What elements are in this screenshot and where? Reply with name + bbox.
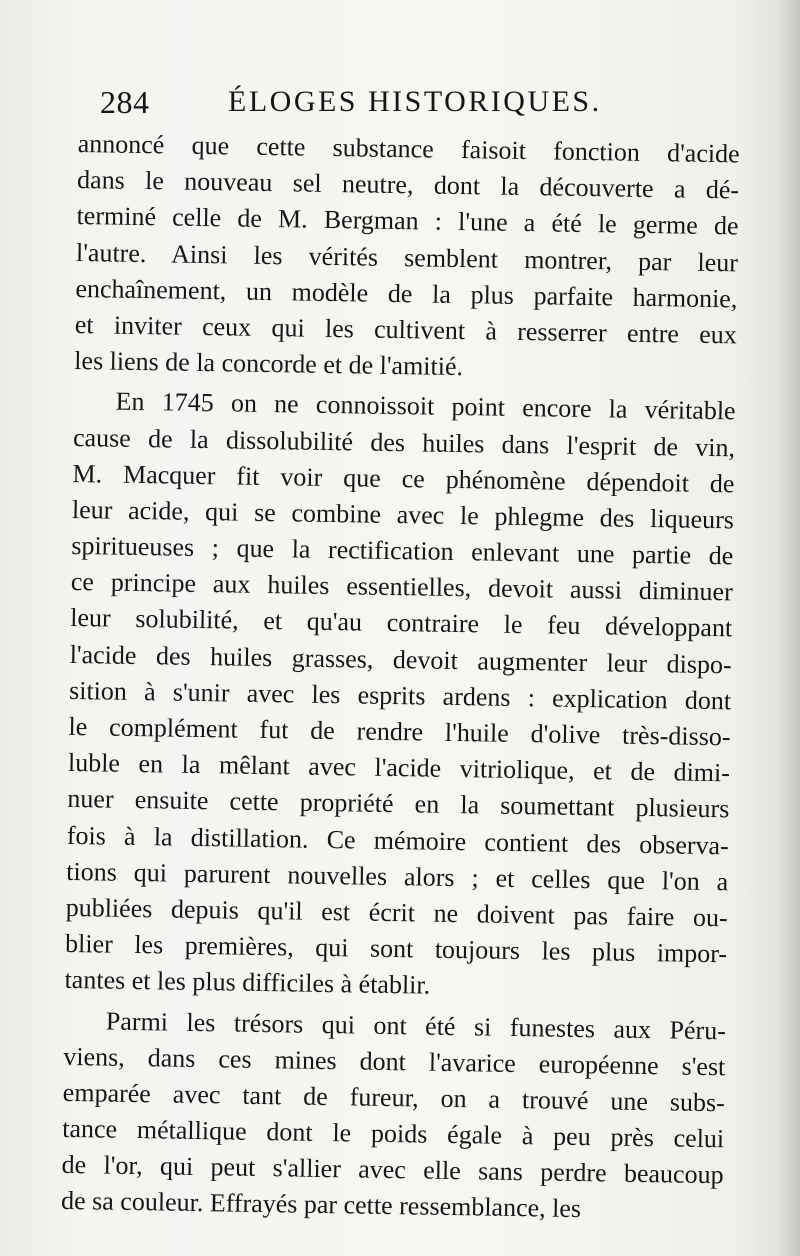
page-header: [100, 80, 740, 124]
text-line: les liens de la concorde et de l'amitié.: [74, 346, 464, 382]
body-text: [61, 126, 740, 1230]
text-line: annoncé que cette substance faisoit fonction d'acide: [77, 128, 740, 169]
text-line: de sa couleur. Effrayés par cette ressemblance, les: [60, 1186, 582, 1224]
text-line: Parmi les trésors qui ont été si funestes aux Péru-: [105, 1006, 727, 1045]
text-line: ce principe aux huiles essentielles, devoit aussi diminuer: [70, 567, 733, 607]
text-line: de l'or, qui peut s'allier avec elle sans perdre beaucoup: [61, 1150, 724, 1190]
text-line: tance métallique dont le poids égale à peu près celui: [62, 1113, 725, 1154]
text-line: l'autre. Ainsi les vérités semblent montrer, par leur: [75, 237, 739, 277]
text-line: nuer ensuite cette propriété en la soumettant plusieurs: [67, 784, 730, 824]
text-line: enchaînement, un modèle de la plus parfaite harmonie,: [75, 273, 738, 314]
page-number: 284: [100, 84, 150, 120]
text-line: viens, dans ces mines dont l'avarice européenne s'est: [63, 1041, 726, 1081]
text-line: sition à s'unir avec les esprits ardens : explication dont: [68, 675, 732, 716]
text-line: leur acide, qui se combine avec le phlegme des liqueurs: [71, 494, 735, 535]
paragraph: [61, 1002, 726, 1229]
text-line: En 1745 on ne connoissoit point encore la véritable: [115, 386, 736, 426]
text-line: cause de la dissolubilité des huiles dans l'esprit de vin,: [72, 422, 736, 462]
text-line: tantes et les plus difficiles à établir.: [64, 965, 431, 1000]
text-line: dans le nouveau sel neutre, dont la découverte a dé-: [76, 165, 740, 205]
text-line: publiées depuis qu'il est écrit ne doivent pas faire ou-: [65, 892, 728, 933]
text-line: M. Macquer fit voir que ce phénomène dépendoit de: [72, 458, 735, 499]
paragraph: [64, 383, 736, 1009]
text-line: le complément fut de rendre l'huile d'olive très-disso-: [68, 711, 731, 752]
page-edge-shadow: [778, 0, 800, 1256]
running-title: ÉLOGES HISTORIQUES.: [228, 85, 602, 118]
text-line: leur solubilité, et qu'au contraire le feu développant: [70, 603, 733, 643]
text-line: terminé celle de M. Bergman : l'une a été le germe de: [76, 201, 739, 241]
text-line: et inviter ceux qui les cultivent à resserrer entre eux: [74, 309, 738, 350]
text-line: fois à la distillation. Ce mémoire contient des observa-: [66, 820, 730, 860]
text-line: l'acide des huiles grasses, devoit augmenter leur dispo-: [69, 639, 732, 679]
paragraph: [74, 126, 740, 390]
text-line: blier les premières, qui sont toujours les plus impor-: [64, 929, 728, 969]
text-line: emparée avec tant de fureur, on a trouvé une subs-: [62, 1077, 725, 1118]
text-line: tions qui parurent nouvelles alors ; et celles que l'on a: [66, 856, 729, 897]
text-line: spiritueuses ; que la rectification enlevant une partie de: [71, 531, 734, 571]
text-line: luble en la mêlant avec l'acide vitriolique, et de dimi-: [67, 748, 731, 788]
